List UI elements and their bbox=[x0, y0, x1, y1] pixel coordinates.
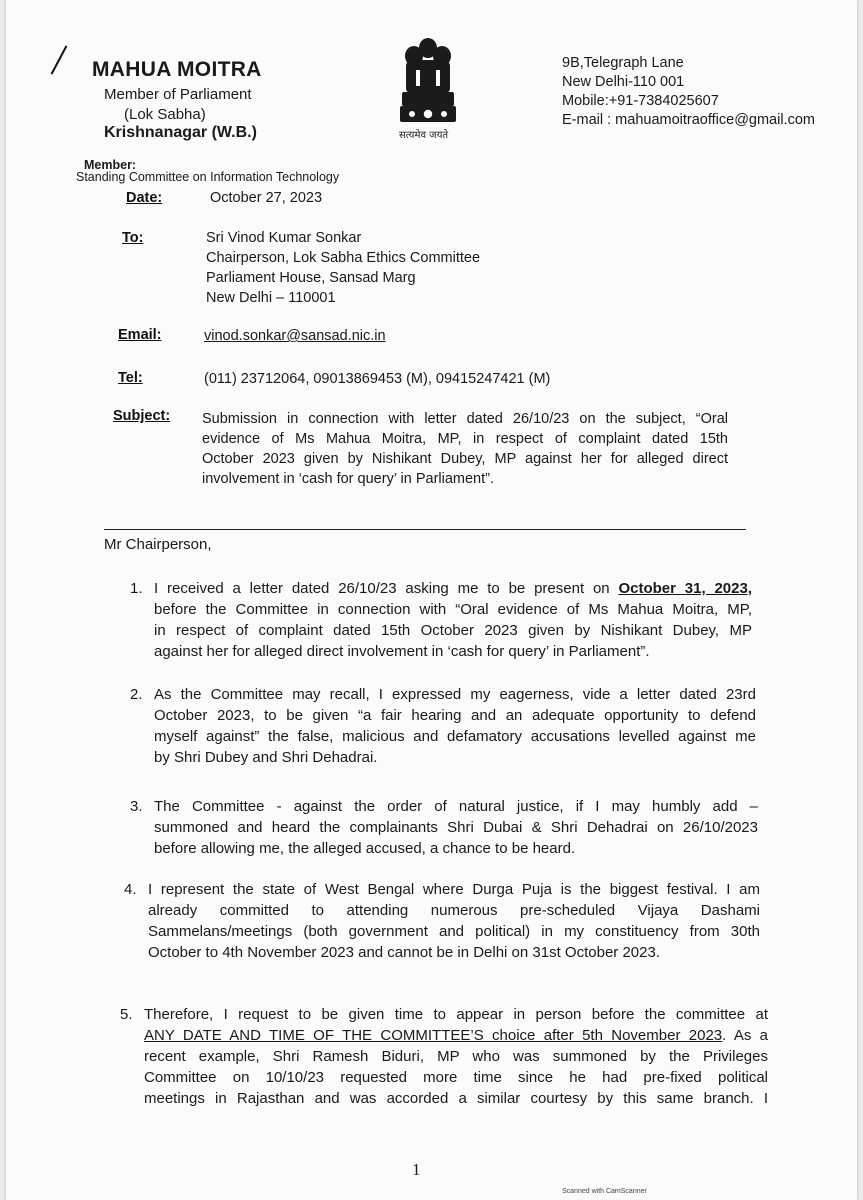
paragraph-line bbox=[144, 1025, 768, 1046]
paragraph-line: recent example, Shri Ramesh Biduri, MP who was summoned by the Privileges bbox=[144, 1048, 768, 1065]
paragraph-line: in respect of complaint dated 15th October 2023 given by Nishikant Dubey, MP bbox=[154, 622, 752, 639]
requested-date: ANY DATE AND TIME OF THE COMMITTEE’S choice after 5th November 2023 bbox=[144, 1027, 723, 1044]
paragraph-line bbox=[154, 578, 752, 599]
recipient-tel: (011) 23712064, 09013869453 (M), 09415247421 (M) bbox=[204, 371, 551, 387]
paragraph-line: by Shri Dubey and Shri Dehadrai. bbox=[154, 749, 378, 766]
pen-mark bbox=[51, 45, 68, 74]
paragraph-line: myself against” the false, malicious and defamatory accusations levelled against me bbox=[154, 728, 756, 745]
paragraph-number: 1. bbox=[130, 580, 143, 597]
paragraph-line: Therefore, I request to be given time to appear in person before the committee at bbox=[144, 1006, 768, 1023]
paragraph-line: Sammelans/meetings (both government and political) in my constituency from 30th bbox=[148, 923, 760, 940]
paragraph-line: summoned and heard the complainants Shri Dubai & Shri Dehadrai on 26/10/2023 bbox=[154, 819, 758, 836]
sender-address bbox=[562, 54, 815, 130]
recipient-line: Sri Vinod Kumar Sonkar bbox=[206, 230, 362, 246]
paragraph-line: against her for alleged direct involvement in ‘cash for query’ in Parliament”. bbox=[154, 643, 650, 660]
paragraph-line: before the Committee in connection with “Oral evidence of Ms Mahua Moitra, MP, bbox=[154, 601, 752, 618]
to-label: To: bbox=[122, 230, 144, 246]
hearing-date: October 31, 2023, bbox=[618, 580, 752, 597]
paragraph-line: October to 4th November 2023 and cannot be in Delhi on 31st October 2023. bbox=[148, 944, 660, 961]
letter-page bbox=[6, 0, 857, 1200]
paragraph-line: Committee on 10/10/23 requested more time since he had pre-fixed political bbox=[144, 1069, 768, 1086]
address-line: Mobile:+91-7384025607 bbox=[562, 93, 719, 109]
date-label: Date: bbox=[126, 190, 163, 206]
sender-role: Member of Parliament bbox=[104, 86, 252, 103]
sender-house: (Lok Sabha) bbox=[124, 106, 206, 123]
address-line: New Delhi-110 001 bbox=[562, 74, 685, 90]
paragraph-line: As the Committee may recall, I expressed my eagerness, vide a letter dated 23rd bbox=[154, 686, 756, 703]
date-value: October 27, 2023 bbox=[210, 190, 323, 206]
paragraph-line: The Committee - against the order of natural justice, if I may humbly add – bbox=[154, 798, 758, 815]
paragraph-line: meetings in Rajasthan and was accorded a similar courtesy by this same branch. I bbox=[144, 1090, 768, 1107]
subject-line: evidence of Ms Mahua Moitra, MP, in respect of complaint dated 15th bbox=[202, 431, 728, 447]
recipient-block bbox=[206, 228, 480, 308]
tel-label: Tel: bbox=[118, 370, 143, 386]
divider bbox=[104, 529, 746, 530]
subject-line: involvement in ‘cash for query’ in Parliament”. bbox=[202, 471, 495, 487]
paragraph-line: already committed to attending numerous pre-scheduled Vijaya Dashami bbox=[148, 902, 760, 919]
subject-text bbox=[202, 409, 728, 489]
email-label: Email: bbox=[118, 327, 162, 343]
recipient-line: New Delhi – 110001 bbox=[206, 290, 336, 306]
paragraph-number: 5. bbox=[120, 1006, 133, 1023]
paragraph-number: 4. bbox=[124, 881, 137, 898]
member-label: Member: bbox=[84, 158, 137, 172]
scanner-watermark: Scanned with CamScanner bbox=[562, 1188, 647, 1195]
committee-name: Standing Committee on Information Technology bbox=[76, 170, 340, 184]
subject-line: October 2023 given by Nishikant Dubey, MP against her for alleged direct bbox=[202, 451, 728, 467]
paragraph-number: 3. bbox=[130, 798, 143, 815]
emblem-motto: सत्यमेव जयते bbox=[399, 130, 449, 141]
recipient-email: vinod.sonkar@sansad.nic.in bbox=[204, 328, 386, 344]
paragraph-number: 2. bbox=[130, 686, 143, 703]
sender-constituency: Krishnanagar (W.B.) bbox=[104, 124, 257, 141]
paragraph-line: before allowing me, the alleged accused, a chance to be heard. bbox=[154, 840, 576, 857]
paragraph-line: I represent the state of West Bengal where Durga Puja is the biggest festival. I am bbox=[148, 881, 760, 898]
salutation: Mr Chairperson, bbox=[104, 536, 212, 553]
address-line: 9B,Telegraph Lane bbox=[562, 55, 684, 71]
page-number: 1 bbox=[412, 1160, 421, 1179]
paragraph-line: October 2023, to be given “a fair hearing and an adequate opportunity to defend bbox=[154, 707, 756, 724]
recipient-line: Chairperson, Lok Sabha Ethics Committee bbox=[206, 250, 481, 266]
recipient-line: Parliament House, Sansad Marg bbox=[206, 270, 416, 286]
subject-label: Subject: bbox=[113, 408, 171, 424]
line-text: I received a letter dated 26/10/23 asking me to be present on bbox=[154, 580, 619, 597]
subject-line: Submission in connection with letter dated 26/10/23 on the subject, “Oral bbox=[202, 411, 728, 427]
address-line: E-mail : mahuamoitraoffice@gmail.com bbox=[562, 112, 815, 128]
sender-name: MAHUA MOITRA bbox=[92, 58, 262, 81]
line-text: . As a bbox=[722, 1027, 768, 1044]
